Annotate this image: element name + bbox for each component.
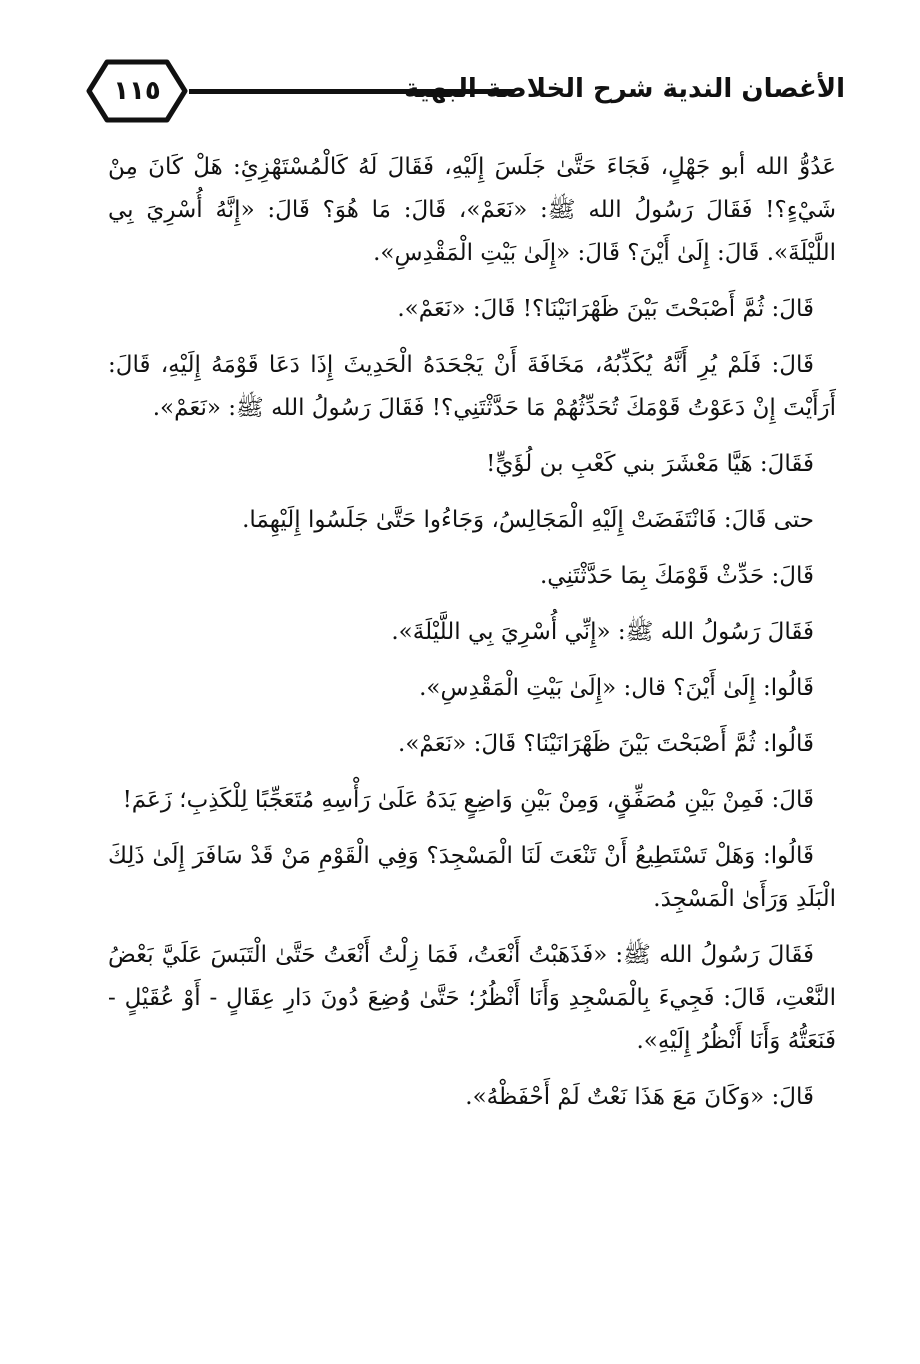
paragraph: فَقَالَ رَسُولُ الله ﷺ: «فَذَهَبْتُ أَنْعَتُ، فَمَا زِلْتُ أَنْعَتُ حَتَّىٰ الْتَبَسَ عَلَيَّ بَعْضُ النَّعْتِ، قَالَ: فَجِيءَ بِالْمَسْجِدِ وَأَنَا أَنْظُرُ؛ حَتَّىٰ وُضِعَ دُونَ دَارِ عِقَالٍ - أَوْ عُقَيْلٍ - فَنَعَتُّهُ وَأَنَا أَنْظُرُ إِلَيْهِ». [108,942,836,1054]
paragraph: عَدُوُّ الله أبو جَهْلٍ، فَجَاءَ حَتَّىٰ جَلَسَ إِلَيْهِ، فَقَالَ لَهُ كَالْمُسْتَهْزِئِ: هَلْ كَانَ مِنْ شَيْءٍ؟! فَقَالَ رَسُولُ الله ﷺ: «نَعَمْ»، قَالَ: مَا هُوَ؟ قَالَ: «إِنَّهُ أُسْرِيَ بِي اللَّيْلَةَ». قَالَ: إِلَىٰ أَيْنَ؟ قَالَ: «إِلَىٰ بَيْتِ الْمَقْدِسِ». [108,154,836,266]
paragraph: قَالُوا: إِلَىٰ أَيْنَ؟ قال: «إِلَىٰ بَيْتِ الْمَقْدِسِ». [419,675,814,701]
page-number: ١١٥ [113,76,161,106]
paragraph: قَالُوا: وَهَلْ تَسْتَطِيعُ أَنْ تَنْعَتَ لَنَا الْمَسْجِدَ؟ وَفِي الْقَوْمِ مَنْ قَدْ سَافَرَ إِلَىٰ ذَلِكَ الْبَلَدِ وَرَأَىٰ الْمَسْجِدَ. [108,843,836,912]
main-text [108,146,836,1132]
paragraph: فَقَالَ: هَيَّا مَعْشَرَ بني كَعْبِ بن لُؤَيٍّ! [486,451,814,477]
paragraph: حتى قَالَ: فَانْتَفَضَتْ إِلَيْهِ الْمَجَالِسُ، وَجَاءُوا حَتَّىٰ جَلَسُوا إِلَيْهِمَا. [242,507,814,533]
book-title: الأغصان الندية شرح الخلاصة البهية [403,74,845,104]
paragraph: فَقَالَ رَسُولُ الله ﷺ: «إِنِّي أُسْرِيَ بِي اللَّيْلَةَ». [391,619,814,645]
paragraph: قَالَ: ثُمَّ أَصْبَحْتَ بَيْنَ ظَهْرَانَيْنَا؟! قَالَ: «نَعَمْ». [397,296,814,322]
paragraph: قَالَ: حَدِّثْ قَوْمَكَ بِمَا حَدَّثْتَنِي. [540,563,814,589]
paragraph: قَالُوا: ثُمَّ أَصْبَحْتَ بَيْنَ ظَهْرَانَيْنَا؟ قَالَ: «نَعَمْ». [398,731,814,757]
page-number-badge [85,58,189,124]
page-header [85,58,845,124]
paragraph: قَالَ: فَمِنْ بَيْنِ مُصَفِّقٍ، وَمِنْ بَيْنِ وَاضِعٍ يَدَهُ عَلَىٰ رَأْسِهِ مُتَعَجِّبًا لِلْكَذِبِ؛ زَعَمَ! [122,787,814,813]
paragraph: قَالَ: «وَكَانَ مَعَ هَذَا نَعْتٌ لَمْ أَحْفَظْهُ». [465,1084,814,1110]
paragraph: قَالَ: فَلَمْ يُرِ أَنَّهُ يُكَذِّبُهُ، مَخَافَةَ أَنْ يَجْحَدَهُ الْحَدِيثَ إِذَا دَعَا قَوْمَهُ إِلَيْهِ، قَالَ: أَرَأَيْتَ إِنْ دَعَوْتُ قَوْمَكَ تُحَدِّثُهُمْ مَا حَدَّثْتَنِي؟! فَقَالَ رَسُولُ الله ﷺ: «نَعَمْ». [108,352,836,421]
